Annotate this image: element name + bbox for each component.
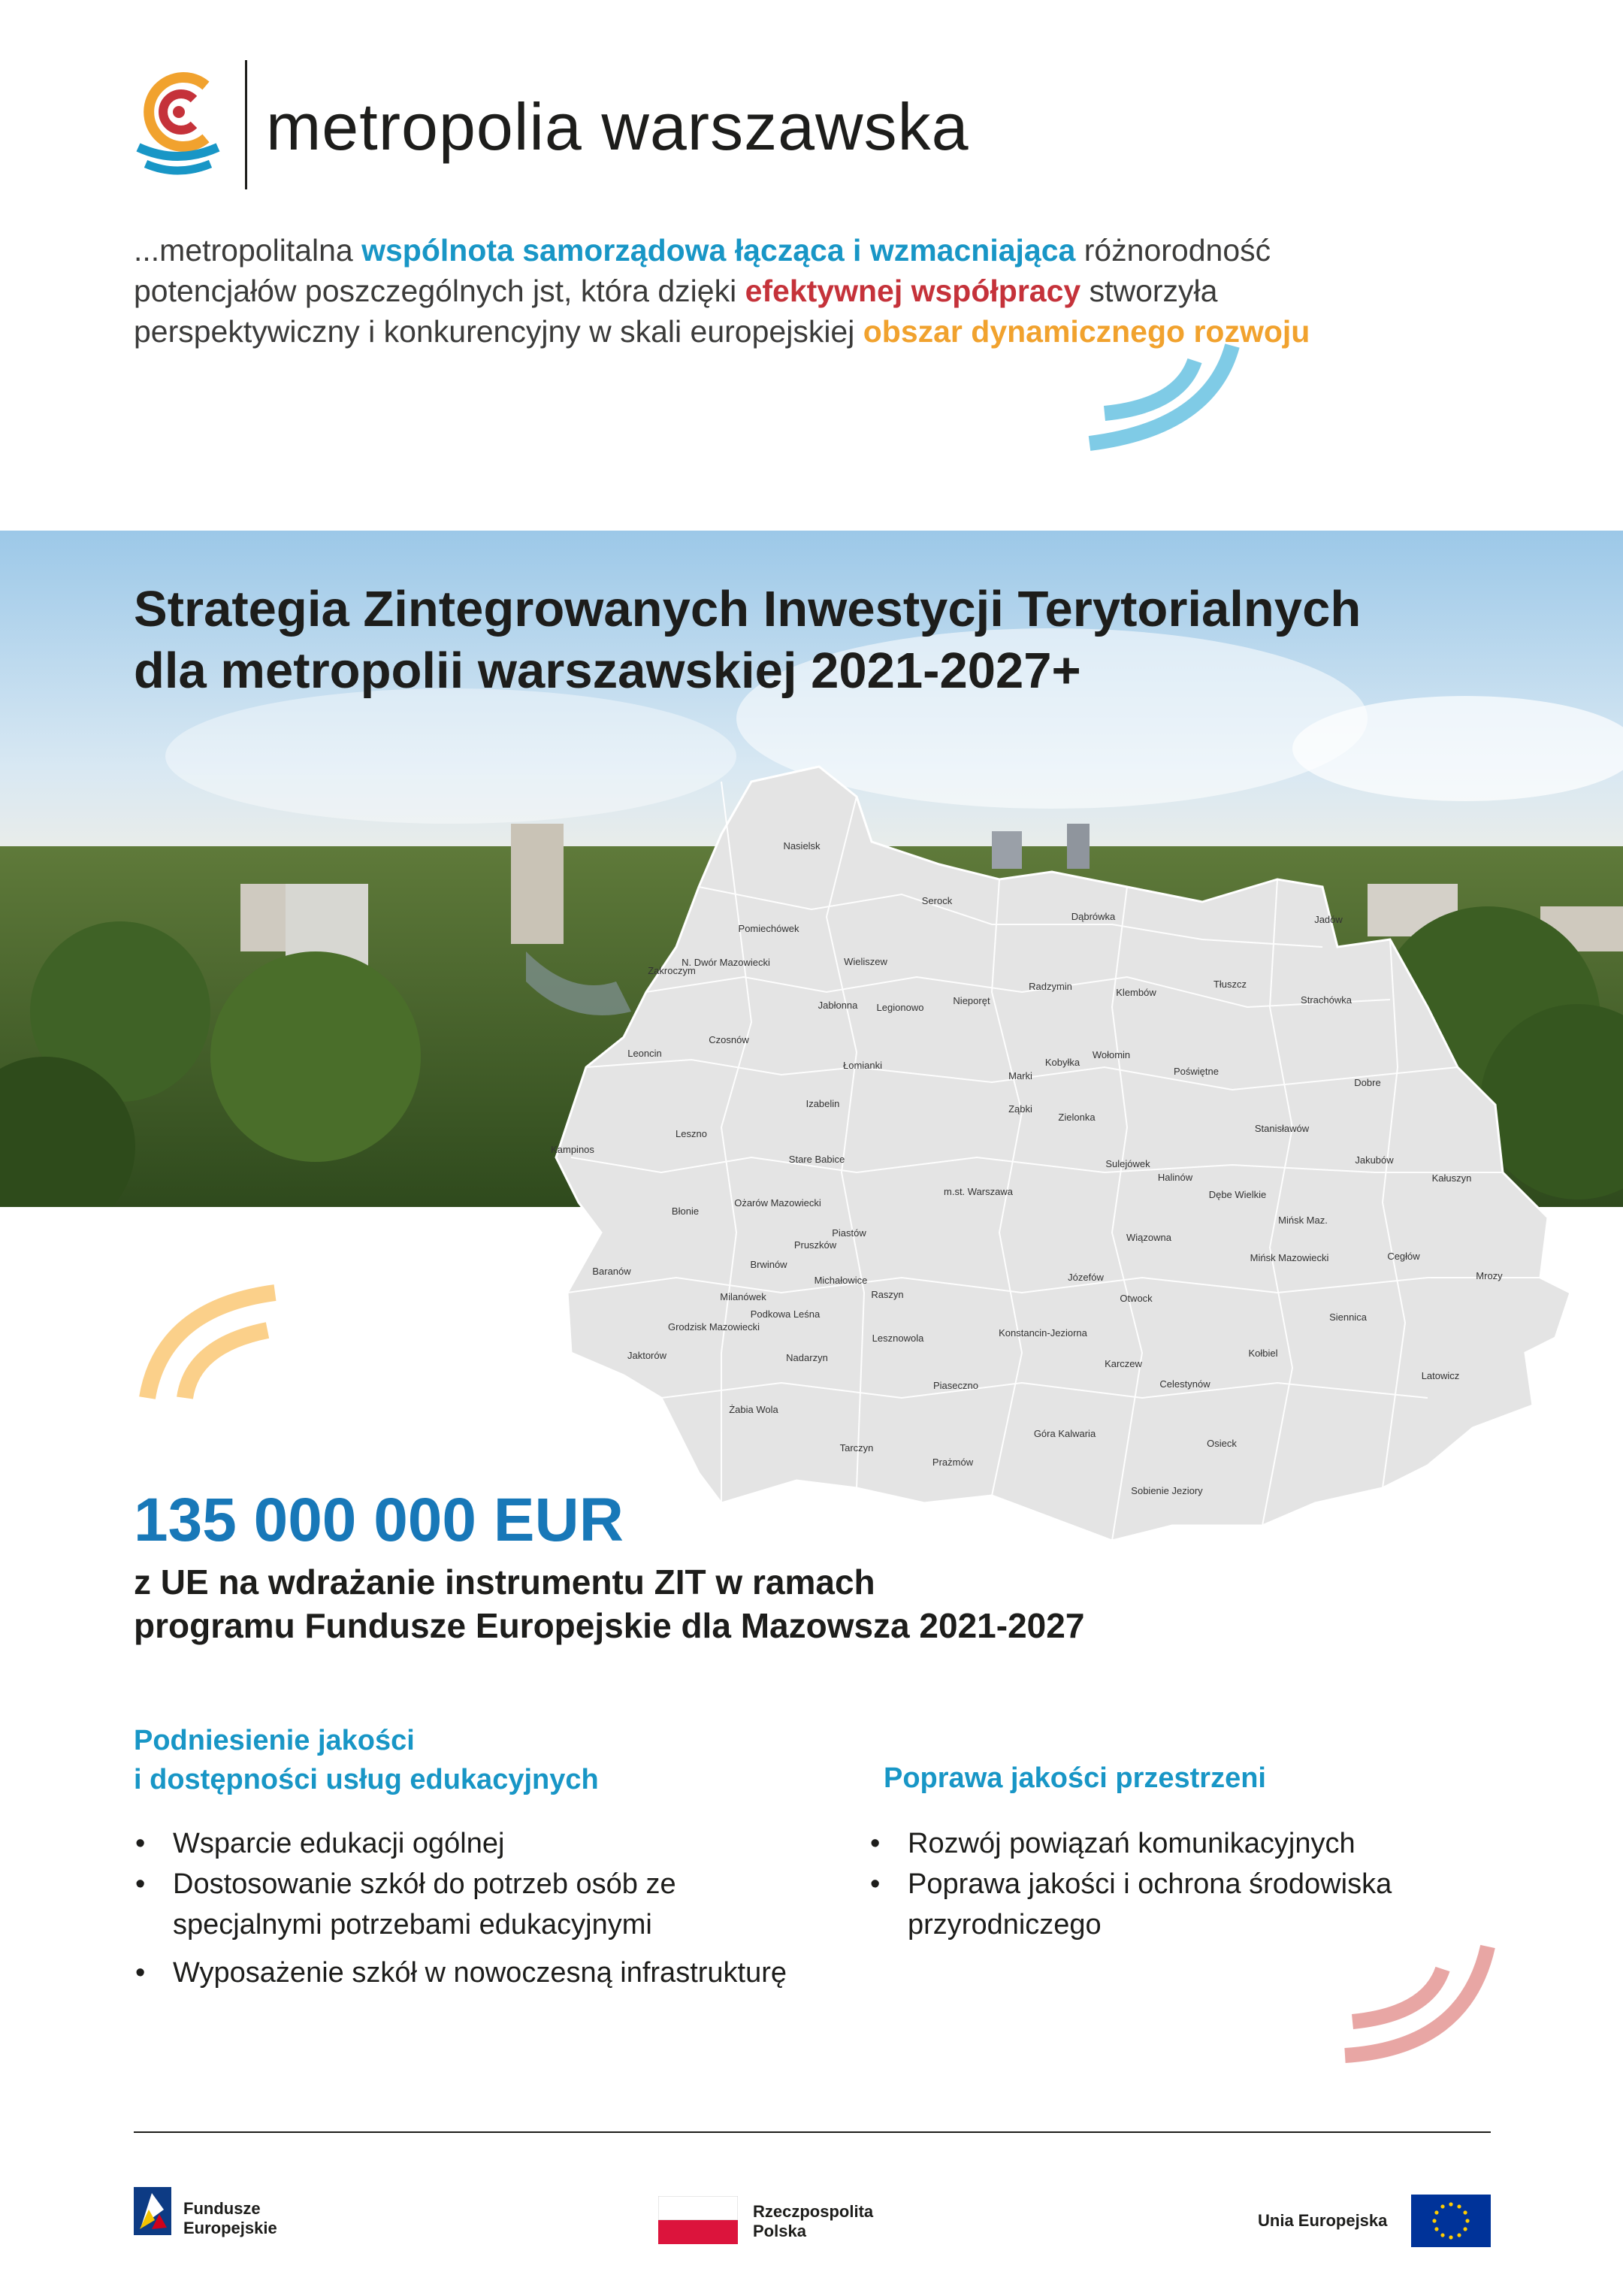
list-item: • Dostosowanie szkół do potrzeb osób ze specjalnymi potrzebami edukacyjnymi bbox=[134, 1864, 795, 1945]
eu-star-icon bbox=[1465, 2219, 1469, 2222]
map-label: Ząbki bbox=[1008, 1103, 1032, 1115]
footer-line-text: Europejskie bbox=[183, 2219, 277, 2237]
map-label: Sulejówek bbox=[1105, 1158, 1150, 1169]
space-quality-heading: Poprawa jakości przestrzeni bbox=[884, 1762, 1266, 1794]
decorative-arc-red-icon bbox=[1337, 1931, 1503, 2067]
eu-star-icon bbox=[1432, 2219, 1436, 2222]
title-line: dla metropolii warszawskiej 2021-2027+ bbox=[134, 643, 1081, 699]
eu-star-icon bbox=[1434, 2227, 1438, 2231]
map-label: Baranów bbox=[592, 1266, 631, 1277]
brand-name: metropolia warszawska bbox=[266, 89, 969, 164]
map-label: Piaseczno bbox=[933, 1380, 978, 1391]
mission-highlight-red: efektywnej współpracy bbox=[745, 274, 1081, 308]
map-label: Klembów bbox=[1116, 987, 1156, 998]
rzeczpospolita-polska-label bbox=[753, 2202, 873, 2241]
map-label: Zielonka bbox=[1058, 1112, 1096, 1123]
map-label: Czosnów bbox=[709, 1034, 749, 1045]
map-label: Serock bbox=[921, 895, 953, 906]
metropolis-municipalities-map bbox=[549, 752, 1585, 1563]
map-label: Wołomin bbox=[1092, 1049, 1131, 1060]
eu-star-icon bbox=[1440, 2204, 1444, 2208]
list-item: • Poprawa jakości i ochrona środowiska przyrodniczego bbox=[869, 1864, 1440, 1945]
map-label: Mińsk Mazowiecki bbox=[1250, 1252, 1329, 1263]
footer-divider bbox=[134, 2131, 1491, 2133]
map-label: Kampinos bbox=[551, 1144, 594, 1155]
map-label: Nieporęt bbox=[953, 995, 990, 1006]
map-label: Pomiechówek bbox=[738, 923, 799, 934]
map-label: Osieck bbox=[1207, 1438, 1237, 1449]
mission-part: ...metropolitalna bbox=[134, 233, 362, 268]
map-label: Michałowice bbox=[814, 1275, 868, 1286]
map-label: Leoncin bbox=[627, 1048, 662, 1059]
map-label: Poświętne bbox=[1174, 1066, 1219, 1077]
eu-star-icon bbox=[1449, 2235, 1452, 2239]
map-label: Błonie bbox=[671, 1205, 700, 1217]
metropolia-logo-icon bbox=[132, 66, 224, 179]
map-label: Raszyn bbox=[871, 1289, 904, 1300]
map-label: Góra Kalwaria bbox=[1033, 1428, 1096, 1439]
mission-part: stworzyła perspektywiczny i konkurencyjny w skali europejskiej bbox=[134, 274, 1218, 349]
map-label: Dębe Wielkie bbox=[1208, 1189, 1267, 1200]
map-label: Prażmów bbox=[932, 1457, 974, 1468]
map-label: Jabłonna bbox=[818, 1000, 858, 1011]
fundusze-europejskie-label bbox=[183, 2199, 277, 2238]
eu-star-icon bbox=[1457, 2233, 1461, 2237]
map-label: Żabia Wola bbox=[729, 1404, 778, 1415]
list-item: • Rozwój powiązań komunikacyjnych bbox=[869, 1823, 1440, 1864]
map-label: Brwinów bbox=[750, 1259, 787, 1270]
map-label: Stare Babice bbox=[788, 1154, 845, 1165]
logo-divider bbox=[245, 60, 247, 189]
eu-star-icon bbox=[1449, 2202, 1452, 2206]
funding-amount: 135 000 000 EUR bbox=[134, 1486, 624, 1554]
map-label: Otwock bbox=[1120, 1293, 1153, 1304]
eu-star-icon bbox=[1434, 2210, 1438, 2214]
map-label: Jakubów bbox=[1355, 1154, 1394, 1166]
map-label: Karczew bbox=[1105, 1358, 1142, 1369]
map-label: Zakroczym bbox=[648, 965, 696, 976]
footer-line-text: Rzeczpospolita bbox=[753, 2202, 874, 2221]
map-label: Halinów bbox=[1157, 1172, 1193, 1183]
map-label: Stanisławów bbox=[1254, 1123, 1310, 1134]
space-quality-list bbox=[869, 1823, 1440, 1945]
map-label: Józefów bbox=[1068, 1272, 1104, 1283]
heading-line: i dostępności usług edukacyjnych bbox=[134, 1764, 599, 1795]
map-label: Lesznowola bbox=[872, 1333, 924, 1344]
map-label: m.st. Warszawa bbox=[944, 1186, 1013, 1197]
mission-highlight-orange: obszar dynamicznego rozwoju bbox=[863, 314, 1310, 349]
list-item: • Wyposażenie szkół w nowoczesną infrastrukturę bbox=[134, 1953, 795, 1993]
map-label: Tłuszcz bbox=[1213, 979, 1247, 990]
map-label: Milanówek bbox=[720, 1291, 766, 1302]
map-label: Marki bbox=[1008, 1070, 1032, 1081]
map-label: Konstancin-Jeziorna bbox=[999, 1327, 1087, 1339]
map-label: Nadarzyn bbox=[786, 1352, 828, 1363]
eu-star-icon bbox=[1457, 2204, 1461, 2208]
map-label: Leszno bbox=[675, 1128, 707, 1139]
map-label: Wiązowna bbox=[1126, 1232, 1171, 1243]
map-label: Radzymin bbox=[1029, 981, 1072, 992]
map-label: Nasielsk bbox=[783, 840, 821, 852]
footer-line-text: Polska bbox=[753, 2222, 806, 2240]
map-label: Siennica bbox=[1329, 1311, 1367, 1323]
map-label: Mrozy bbox=[1476, 1270, 1503, 1281]
map-label: Dobre bbox=[1354, 1077, 1381, 1088]
map-label: N. Dwór Mazowiecki bbox=[682, 957, 770, 968]
funding-description bbox=[134, 1560, 1084, 1647]
mission-highlight-blue: wspólnota samorządowa łącząca i wzmacniająca bbox=[361, 233, 1076, 268]
map-label: Wieliszew bbox=[844, 956, 887, 967]
map-label: Pruszków bbox=[793, 1239, 837, 1251]
map-label: Grodzisk Mazowiecki bbox=[667, 1321, 760, 1333]
map-label: Kołbiel bbox=[1248, 1348, 1278, 1359]
eu-flag-icon bbox=[1411, 2195, 1491, 2247]
map-label: Celestynów bbox=[1159, 1378, 1210, 1390]
strategy-title bbox=[134, 579, 1361, 702]
map-label: Piastów bbox=[832, 1227, 866, 1239]
funding-desc-line: programu Fundusze Europejskie dla Mazowsza 2021-2027 bbox=[134, 1606, 1085, 1645]
eu-star-icon bbox=[1463, 2227, 1467, 2231]
unia-europejska-label: Unia Europejska bbox=[1258, 2211, 1388, 2230]
map-label: Kałuszyn bbox=[1431, 1172, 1472, 1184]
education-list bbox=[134, 1823, 795, 1993]
education-heading bbox=[134, 1721, 599, 1799]
map-label: Jadów bbox=[1314, 914, 1343, 925]
heading-line: Podniesienie jakości bbox=[134, 1725, 415, 1756]
map-area bbox=[556, 767, 1570, 1541]
funding-desc-line: z UE na wdrażanie instrumentu ZIT w ramach bbox=[134, 1562, 875, 1602]
fundusze-europejskie-logo-icon bbox=[134, 2187, 171, 2235]
map-label: Podkowa Leśna bbox=[750, 1308, 821, 1320]
map-label: Kobyłka bbox=[1044, 1057, 1080, 1068]
map-label: Tarczyn bbox=[839, 1442, 874, 1454]
map-label: Mińsk Maz. bbox=[1278, 1215, 1328, 1226]
eu-star-icon bbox=[1440, 2233, 1444, 2237]
mission-part: różnorodność potencjałów poszczególnych jst, która dzięki bbox=[134, 233, 1271, 308]
map-label: Łomianki bbox=[842, 1060, 883, 1071]
map-label: Ożarów Mazowiecki bbox=[734, 1197, 821, 1209]
map-label: Sobienie Jeziory bbox=[1131, 1485, 1203, 1496]
footer-line-text: Fundusze bbox=[183, 2199, 261, 2218]
polish-flag-icon bbox=[658, 2196, 738, 2244]
title-line: Strategia Zintegrowanych Inwestycji Terytorialnych bbox=[134, 581, 1362, 637]
map-label: Cegłów bbox=[1387, 1251, 1420, 1262]
map-label: Izabelin bbox=[805, 1098, 840, 1109]
map-label: Latowicz bbox=[1421, 1370, 1460, 1381]
eu-star-icon bbox=[1463, 2210, 1467, 2214]
list-item: • Wsparcie edukacji ogólnej bbox=[134, 1823, 795, 1864]
map-label: Jaktorów bbox=[627, 1350, 667, 1361]
decorative-arc-orange-icon bbox=[132, 1278, 283, 1405]
map-label: Dąbrówka bbox=[1071, 911, 1116, 922]
map-label: Legionowo bbox=[876, 1002, 924, 1013]
decorative-arc-blue-icon bbox=[1082, 331, 1262, 458]
map-label: Strachówka bbox=[1301, 994, 1352, 1006]
